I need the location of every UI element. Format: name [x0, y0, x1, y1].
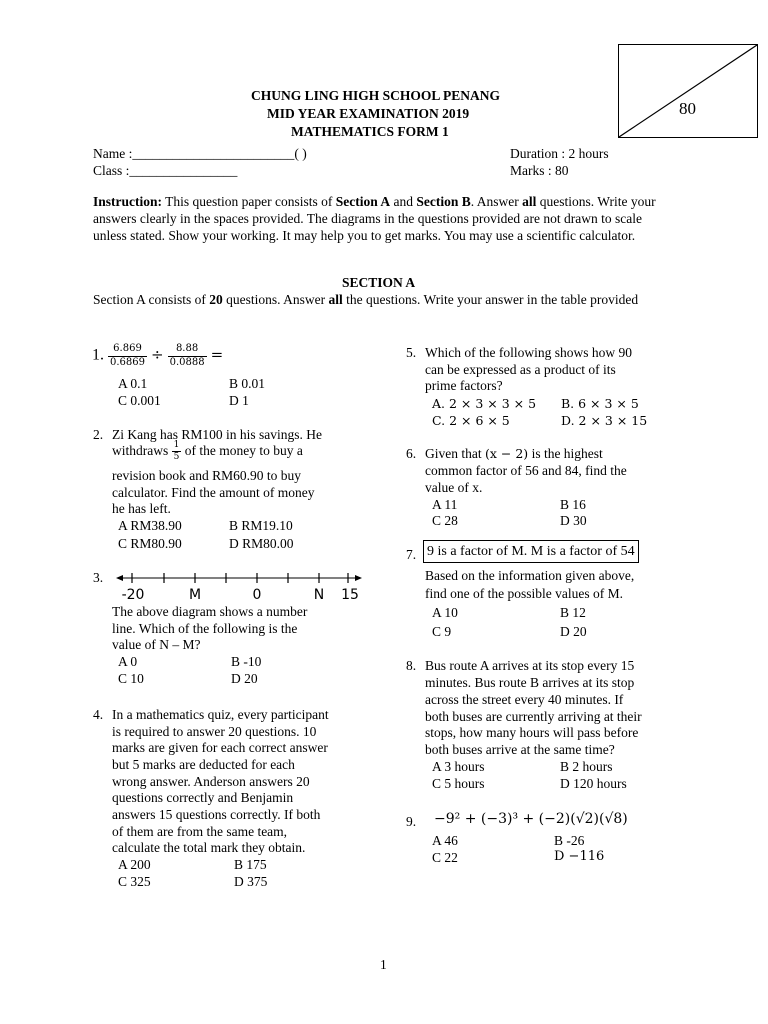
section-a-all: all — [328, 292, 343, 307]
nl-label-15: 15 — [341, 587, 359, 603]
q1-option-b[interactable]: B 0.01 — [229, 376, 266, 391]
q6-option-a[interactable]: A 11 — [432, 497, 458, 512]
section-a-count: 20 — [209, 292, 223, 307]
q1-equals: = — [210, 345, 224, 364]
q8-line-5: stops, how many hours will pass before — [425, 725, 639, 740]
q4-line-7: answers 15 questions correctly. If both — [112, 807, 321, 822]
class-field[interactable]: Class :________________ — [93, 163, 238, 178]
q2-option-c[interactable]: C RM80.90 — [118, 536, 182, 551]
q3-line-3: value of N – M? — [112, 637, 201, 652]
q3-option-b[interactable]: B -10 — [231, 654, 262, 669]
duration: Duration : 2 hours — [510, 146, 609, 161]
q9-option-b[interactable]: B -26 — [554, 833, 585, 848]
q9-expression: −9² + (−3)³ + (−2)(√2)(√8) — [434, 811, 628, 827]
section-a-intro — [93, 291, 676, 308]
nl-label-0: 0 — [252, 587, 262, 603]
nl-label-N: N — [313, 587, 325, 603]
q2-option-d[interactable]: D RM80.00 — [229, 536, 294, 551]
q9-number: 9. — [406, 814, 417, 829]
q7-number: 7. — [406, 547, 417, 562]
q4-option-c[interactable]: C 325 — [118, 874, 151, 889]
q8-option-b[interactable]: B 2 hours — [560, 759, 613, 774]
q1-frac2-denominator: 0.0888 — [169, 356, 205, 368]
section-a-text-2: questions. Answer — [222, 292, 329, 307]
q1-option-d[interactable]: D 1 — [229, 393, 249, 408]
q8-number: 8. — [406, 658, 417, 673]
q7-info-box: 9 is a factor of M. M is a factor of 54 — [423, 540, 639, 563]
q6-line-1a: Given that — [425, 446, 485, 461]
nl-label-M: M — [188, 587, 202, 603]
q1-option-a[interactable]: A 0.1 — [118, 376, 148, 391]
instruction-text-4: questions. Write your answers clearly in the spaces provided. The diagrams in the questions provided are not drawn to scale unless stated. Show your working. It may help you to get marks. You may use a scientific calculator. — [93, 194, 656, 243]
school-name: CHUNG LING HIGH SCHOOL PENANG — [251, 88, 501, 103]
instruction-text-2: and — [390, 194, 417, 209]
q4-line-6: questions correctly and Benjamin — [112, 790, 294, 805]
q2-line-3: revision book and RM60.90 to buy — [112, 468, 301, 483]
section-a-text-3: the questions. Write your answer in the table provided — [342, 292, 639, 307]
q4-option-d[interactable]: D 375 — [234, 874, 268, 889]
q5-option-c[interactable]: C. 2 × 6 × 5 — [432, 413, 510, 428]
q1-divide: ÷ — [151, 345, 164, 364]
q2-line-2 — [112, 441, 303, 463]
q4-option-b[interactable]: B 175 — [234, 857, 267, 872]
q7-option-b[interactable]: B 12 — [560, 605, 586, 620]
q8-line-6: both buses arrive at the same time? — [425, 742, 615, 757]
q4-line-8: of them are from the same team, — [112, 824, 288, 839]
q6-line-2: common factor of 56 and 84, find the — [425, 463, 627, 478]
q2-number: 2. — [93, 427, 104, 442]
q7-line-2: find one of the possible values of M. — [425, 586, 623, 601]
q7-line-1: Based on the information given above, — [425, 568, 635, 583]
q4-line-1: In a mathematics quiz, every participant — [112, 707, 329, 722]
q4-number: 4. — [93, 707, 104, 722]
q8-option-d[interactable]: D 120 hours — [560, 776, 627, 791]
q4-line-9: calculate the total mark they obtain. — [112, 840, 306, 855]
q9-option-c[interactable]: C 22 — [432, 850, 458, 865]
q2-line-2b: of the money to buy a — [184, 443, 303, 459]
q6-line-1b: is the highest — [528, 446, 603, 461]
instruction-section-a: Section A — [335, 194, 391, 209]
q3-line-2: line. Which of the following is the — [112, 621, 298, 636]
score-box-diagonal — [619, 45, 757, 137]
section-a-title: SECTION A — [342, 275, 416, 290]
q3-option-c[interactable]: C 10 — [118, 671, 144, 686]
q2-line-5: he has left. — [112, 501, 171, 516]
q8-line-2: minutes. Bus route B arrives at its stop — [425, 675, 635, 690]
q6-line-3: value of x. — [425, 480, 483, 495]
exam-title: MID YEAR EXAMINATION 2019 — [267, 106, 470, 121]
q5-option-a[interactable]: A. 2 × 3 × 3 × 5 — [432, 396, 537, 411]
instruction-all: all — [522, 194, 537, 209]
q5-line-3: prime factors? — [425, 378, 503, 393]
instruction-section-b: Section B — [416, 194, 471, 209]
q9-option-a[interactable]: A 46 — [432, 833, 458, 848]
q1-fraction-1 — [108, 344, 147, 368]
q2-frac-denominator: 5 — [173, 452, 180, 463]
q3-option-a[interactable]: A 0 — [118, 654, 138, 669]
q4-line-5: wrong answer. Anderson answers 20 — [112, 774, 310, 789]
q2-option-a[interactable]: A RM38.90 — [118, 518, 182, 533]
score-box — [618, 44, 758, 138]
q2-line-2a: withdraws — [112, 443, 169, 459]
q4-line-3: marks are given for each correct answer — [112, 740, 328, 755]
page-number: 1 — [380, 957, 387, 972]
q2-frac-numerator: 1 — [172, 441, 182, 452]
q4-option-a[interactable]: A 200 — [118, 857, 151, 872]
instruction-text-1: This question paper consists of — [162, 194, 336, 209]
q2-option-b[interactable]: B RM19.10 — [229, 518, 293, 533]
q2-line-4: calculator. Find the amount of money — [112, 485, 315, 500]
q4-line-2: is required to answer 20 questions. 10 — [112, 724, 317, 739]
section-a-text-1: Section A consists of — [93, 292, 210, 307]
instruction-label: Instruction: — [93, 194, 163, 209]
q5-option-b[interactable]: B. 6 × 3 × 5 — [561, 396, 639, 411]
q7-option-c[interactable]: C 9 — [432, 624, 452, 639]
q1-expression — [92, 344, 223, 368]
q3-option-d[interactable]: D 20 — [231, 671, 258, 686]
q8-line-1: Bus route A arrives at its stop every 15 — [425, 658, 635, 673]
marks: Marks : 80 — [510, 163, 569, 178]
q9-option-d[interactable]: D −116 — [554, 849, 605, 864]
q6-option-b[interactable]: B 16 — [560, 497, 586, 512]
q5-line-1: Which of the following shows how 90 — [425, 345, 632, 360]
q8-line-4: both buses are currently arriving at their — [425, 709, 642, 724]
q3-number: 3. — [93, 570, 104, 585]
q4-line-4: but 5 marks are deducted for each — [112, 757, 295, 772]
q3-line-1: The above diagram shows a number — [112, 604, 308, 619]
total-marks: 80 — [679, 99, 696, 118]
q1-frac2-numerator: 8.88 — [168, 344, 207, 357]
q8-option-a[interactable]: A 3 hours — [432, 759, 485, 774]
q1-number: 1. — [92, 346, 104, 364]
instruction — [93, 193, 676, 244]
q6-option-d[interactable]: D 30 — [560, 513, 587, 528]
q2-fraction — [172, 441, 182, 463]
q8-option-c[interactable]: C 5 hours — [432, 776, 485, 791]
name-field[interactable]: Name :________________________( ) — [93, 146, 307, 161]
q7-option-d[interactable]: D 20 — [560, 624, 587, 639]
q5-option-d[interactable]: D. 2 × 3 × 15 — [561, 413, 648, 428]
number-line — [114, 568, 364, 604]
q1-frac1-denominator: 0.6869 — [110, 356, 145, 368]
q8-line-3: across the street every 40 minutes. If — [425, 692, 624, 707]
q2-line-1: Zi Kang has RM100 in his savings. He — [112, 427, 322, 442]
instruction-text-3: . Answer — [470, 194, 523, 209]
q7-option-a[interactable]: A 10 — [432, 605, 458, 620]
q1-option-c[interactable]: C 0.001 — [118, 393, 161, 408]
q5-line-2: can be expressed as a product of its — [425, 362, 616, 377]
q1-fraction-2 — [168, 344, 207, 368]
subject-title: MATHEMATICS FORM 1 — [291, 124, 449, 139]
q6-number: 6. — [406, 446, 417, 461]
q6-line-1 — [425, 446, 603, 462]
q1-frac1-numerator: 6.869 — [108, 344, 147, 357]
q6-expression: (x − 2) — [485, 446, 529, 461]
q5-number: 5. — [406, 345, 417, 360]
q6-option-c[interactable]: C 28 — [432, 513, 458, 528]
nl-label-minus20: -20 — [121, 587, 145, 603]
